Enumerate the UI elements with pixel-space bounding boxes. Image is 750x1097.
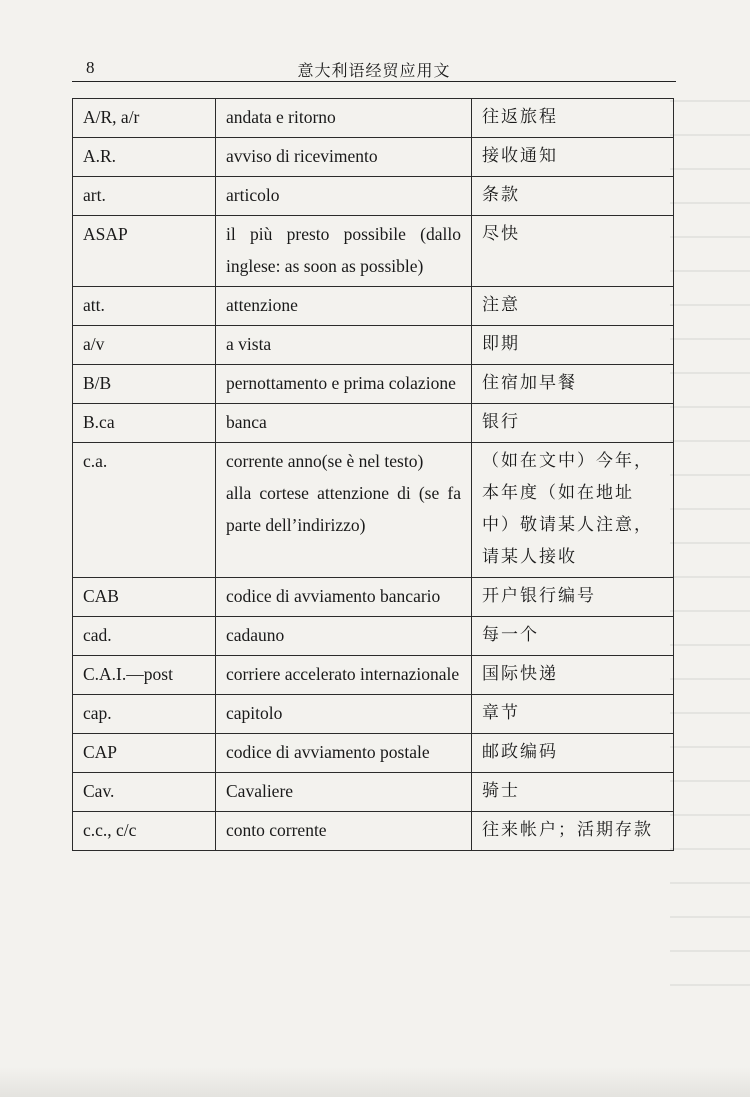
table-row (73, 773, 674, 812)
table-row (73, 177, 674, 216)
chinese-meaning-cell: 邮政编码 (472, 734, 674, 773)
chinese-meaning-cell: 条款 (472, 177, 674, 216)
chinese-meaning-cell: 往来帐户；活期存款 (472, 812, 674, 851)
abbreviation-table-body (73, 99, 674, 851)
table-row (73, 443, 674, 578)
italian-term: banca (226, 412, 267, 432)
abbreviation-cell: CAB (73, 578, 216, 617)
italian-term-cell (216, 365, 472, 404)
italian-term-cell (216, 404, 472, 443)
italian-term: articolo (226, 185, 280, 205)
abbreviation-cell: Cav. (73, 773, 216, 812)
italian-term: Cavaliere (226, 781, 294, 801)
italian-term-cell (216, 656, 472, 695)
chinese-meaning-cell: 银行 (472, 404, 674, 443)
table-row (73, 138, 674, 177)
page-bottom-edge (0, 1067, 750, 1097)
italian-term: corriere accelerato internazionale (226, 664, 460, 684)
italian-term-cell (216, 578, 472, 617)
italian-term-cell (216, 734, 472, 773)
chinese-meaning-cell: 即期 (472, 326, 674, 365)
abbreviation-cell: att. (73, 287, 216, 326)
chinese-meaning-cell: 骑士 (472, 773, 674, 812)
italian-term: a vista (226, 334, 272, 354)
abbreviation-cell: C.A.I.—post (73, 656, 216, 695)
chinese-meaning-cell: 章节 (472, 695, 674, 734)
chinese-meaning-cell: （如在文中）今年，本年度（如在地址中）敬请某人注意，请某人接收 (472, 443, 674, 578)
table-row (73, 695, 674, 734)
chinese-meaning-cell: 住宿加早餐 (472, 365, 674, 404)
chinese-meaning-cell: 接收通知 (472, 138, 674, 177)
abbreviation-cell: A.R. (73, 138, 216, 177)
bleed-through-shadow (670, 100, 750, 1000)
header-rule (72, 81, 676, 82)
abbreviation-cell: A/R, a/r (73, 99, 216, 138)
italian-term: il più presto possibile (dallo inglese: as soon as possible) (226, 224, 461, 276)
page-header (72, 58, 676, 80)
italian-term: avviso di ricevimento (226, 146, 378, 166)
table-row (73, 326, 674, 365)
italian-term-cell (216, 138, 472, 177)
table-row (73, 617, 674, 656)
italian-term: cadauno (226, 625, 285, 645)
italian-term: capitolo (226, 703, 283, 723)
chinese-meaning-cell: 每一个 (472, 617, 674, 656)
abbreviation-cell: a/v (73, 326, 216, 365)
page-number: 8 (86, 58, 95, 77)
abbreviation-cell: B.ca (73, 404, 216, 443)
italian-term: codice di avviamento bancario (226, 586, 441, 606)
chinese-meaning-cell: 国际快递 (472, 656, 674, 695)
chinese-meaning-cell: 注意 (472, 287, 674, 326)
abbreviation-table (72, 98, 674, 851)
table-row (73, 404, 674, 443)
abbreviation-cell: c.c., c/c (73, 812, 216, 851)
italian-term-cell (216, 216, 472, 287)
italian-term: conto corrente (226, 820, 327, 840)
table-row (73, 216, 674, 287)
italian-term-cell (216, 99, 472, 138)
italian-term-cell (216, 177, 472, 216)
abbreviation-cell: CAP (73, 734, 216, 773)
abbreviation-cell: c.a. (73, 443, 216, 578)
table-row (73, 99, 674, 138)
abbreviation-cell: ASAP (73, 216, 216, 287)
chinese-meaning-cell: 往返旅程 (472, 99, 674, 138)
chinese-meaning-cell: 尽快 (472, 216, 674, 287)
italian-term-cell (216, 695, 472, 734)
table-row (73, 656, 674, 695)
chinese-meaning-cell: 开户银行编号 (472, 578, 674, 617)
italian-term-cell (216, 617, 472, 656)
table-row (73, 812, 674, 851)
italian-term: alla cortese attenzione di (se fa parte dell’indirizzo) (226, 483, 461, 535)
italian-term-cell (216, 773, 472, 812)
italian-term-cell (216, 812, 472, 851)
table-row (73, 365, 674, 404)
italian-term: codice di avviamento postale (226, 742, 430, 762)
running-title: 意大利语经贸应用文 (297, 61, 451, 80)
italian-term: andata e ritorno (226, 107, 336, 127)
italian-term-cell (216, 443, 472, 578)
italian-term: pernottamento e prima colazione (226, 373, 456, 393)
italian-term-cell (216, 326, 472, 365)
italian-term: corrente anno(se è nel testo) (226, 451, 424, 471)
table-row (73, 578, 674, 617)
abbreviation-cell: art. (73, 177, 216, 216)
abbreviation-cell: cad. (73, 617, 216, 656)
abbreviation-cell: cap. (73, 695, 216, 734)
abbreviation-cell: B/B (73, 365, 216, 404)
table-row (73, 734, 674, 773)
italian-term: attenzione (226, 295, 298, 315)
table-row (73, 287, 674, 326)
italian-term-cell (216, 287, 472, 326)
